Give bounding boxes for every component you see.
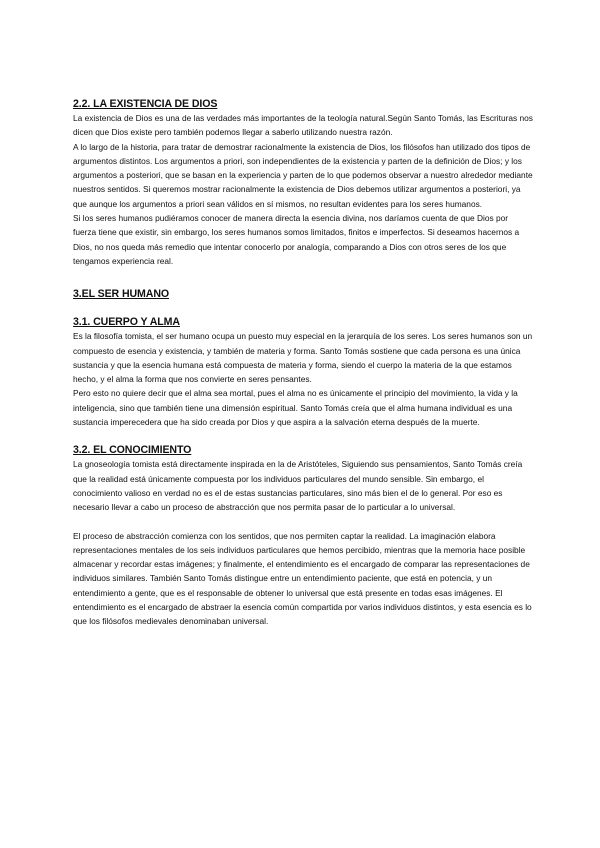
spacer bbox=[73, 429, 533, 444]
paragraph: La gnoseología tomista está directamente inspirada en la de Aristóteles, Siguiendo sus pensamientos, Santo Tomás creía que la realidad está únicamente compuesta por los individuos particulares del mundo sensible. Sin embargo, el conocimiento valioso en verdad no es el de estas sustancias particulares, sino más bien el de lo general. Por eso es necesario llevar a cabo un proceso de abstracción que nos permita pasar de lo particular a lo universal. bbox=[73, 459, 523, 513]
spacer bbox=[73, 515, 533, 529]
paragraph: Es la filosofía tomista, el ser humano ocupa un puesto muy especial en la jerarquía de los seres. Los seres humanos son un compuesto de esencia y existencia, y también de materia y forma. Santo Tomás sostiene que cada persona es una única sustancia y que la esencia humana está compuesta de materia y forma, siendo el cuerpo la materia de la que estamos hecho, y el alma la forma que nos convierte en seres pensantes. bbox=[73, 331, 533, 385]
paragraph: La existencia de Dios es una de las verdades más importantes de la teología natural.Según Santo Tomás, las Escrituras nos dicen que Dios existe pero también podemos llegar a saberlo utilizando nuestra razón. bbox=[73, 113, 533, 138]
section-heading-conocimiento: 3.2. EL CONOCIMIENTO bbox=[73, 444, 192, 457]
paragraph: Pero esto no quiere decir que el alma sea mortal, pues el alma no es únicamente el principio del movimiento, la vida y la inteligencia, sino que también tiene una dimensión espiritual. Santo Tomás creía que el alma humana individual es una sustancia imperecedera que ha sido creada por Dios y que aspira a la salvación eterna después de la muerte. bbox=[73, 388, 518, 428]
section-heading-cuerpo-y-alma: 3.1. CUERPO Y ALMA bbox=[73, 316, 180, 329]
paragraph: El proceso de abstracción comienza con los sentidos, que nos permiten captar la realidad. La imaginación elabora representaciones mentales de los seis individuos particulares que hemos percibido, mientras que la memoria hace posible almacenar y recordar estas imágenes; y finalmente, el entendimiento es el encargado de comparar las representaciones de individuos similares. También Santo Tomás distingue entre un entendimiento paciente, que está en potencia, y un entendimiento a gente, que es el responsable de obtener lo universal que está presente en todas esas imágenes. El entendimiento es el encargado de abstraer la esencia común compartida por varios individuos distintos, y esta esencia es lo que los filósofos medievales denominaban universal. bbox=[73, 530, 532, 627]
document-page bbox=[73, 98, 533, 629]
section-heading-ser-humano: 3.EL SER HUMANO bbox=[73, 288, 170, 301]
paragraph: A lo largo de la historia, para tratar de demostrar racionalmente la existencia de Dios, los filósofos han utilizado dos tipos de argumentos distintos. Los argumentos a priori, son independientes de la existencia y parten de la definición de Dios; y los argumentos a posteriori, que se basan en la experiencia y parten de lo que podemos observar a nuestro alrededor mediante nuestros sentidos. Si queremos mostrar racionalmente la existencia de Dios debemos utilizar argumentos a posteriori, ya que aunque los argumentos a priori sean válidos en sí mismos, no resultan evidentes para los seres humanos. bbox=[73, 141, 533, 209]
section-heading-existencia-de-dios: 2.2. LA EXISTENCIA DE DIOS bbox=[73, 98, 218, 110]
spacer bbox=[73, 301, 533, 316]
paragraph: Si los seres humanos pudiéramos conocer de manera directa la esencia divina, nos daríamos cuenta de que Dios por fuerza tiene que existir, sin embargo, los seres humanos somos limitados, finitos e imperfectos. Si deseamos hacernos a Dios, no nos queda más remedio que intentar conocerlo por analogía, comparando a Dios con otros seres de los que tengamos experiencia real. bbox=[73, 213, 520, 266]
spacer bbox=[73, 268, 533, 288]
